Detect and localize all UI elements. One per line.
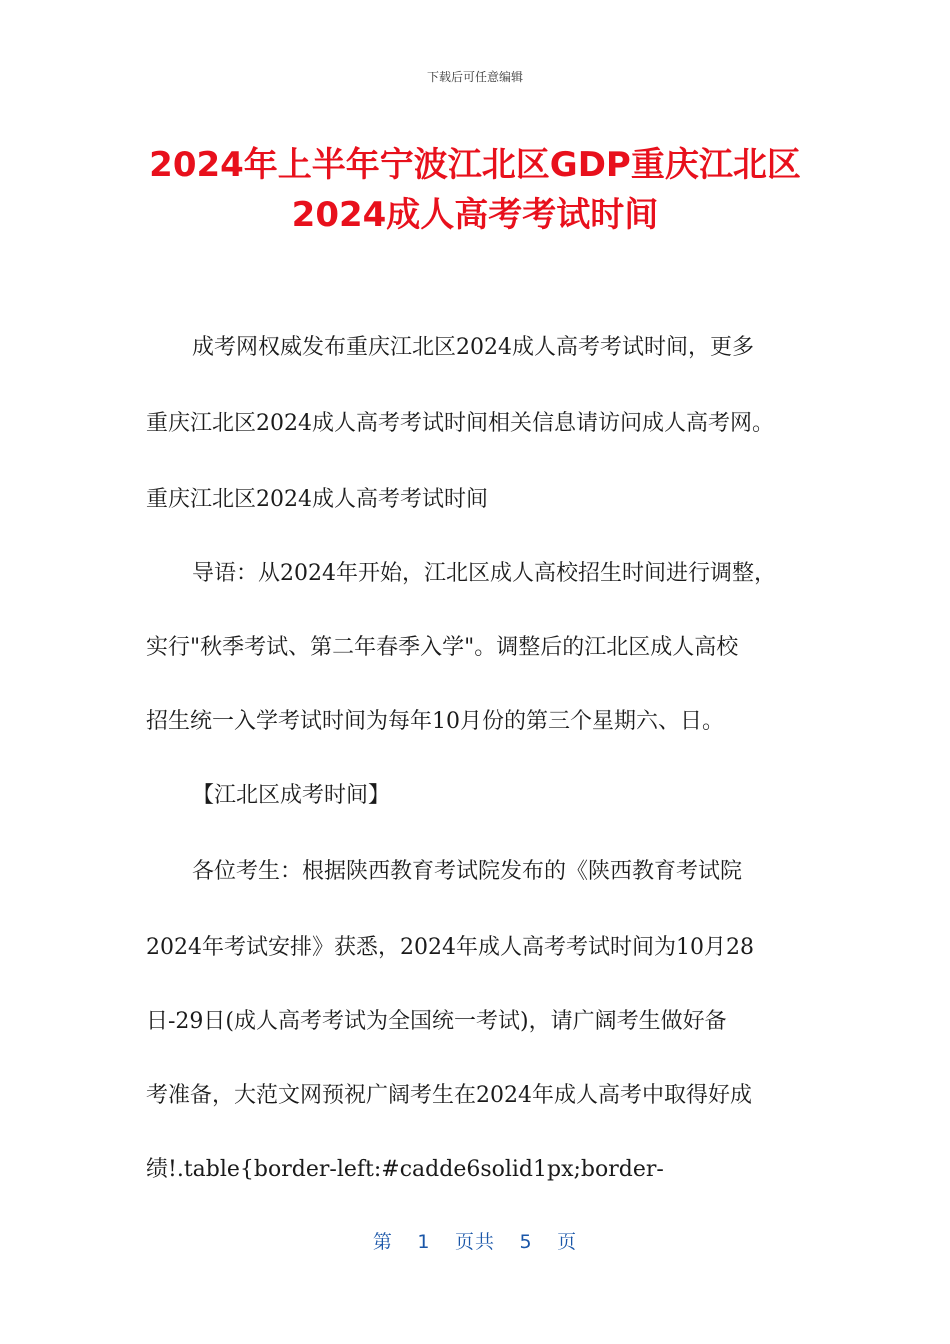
- paragraph-line-1: 成考网权威发布重庆江北区2024成人高考考试时间，更多: [192, 335, 754, 360]
- footer-middle: 页共: [454, 1231, 495, 1253]
- page-footer: [0, 1227, 950, 1254]
- paragraph-line-10: 日-29日(成人高考考试为全国统一考试)，请广阔考生做好备: [146, 1009, 727, 1034]
- footer-suffix: 页: [557, 1231, 578, 1253]
- footer-total-pages: 5: [519, 1231, 533, 1253]
- paragraph-line-4: 导语：从2024年开始，江北区成人高校招生时间进行调整，: [192, 561, 776, 586]
- document-title: [60, 140, 890, 240]
- paragraph-line-9: 2024年考试安排》获悉，2024年成人高考考试时间为10月28: [146, 935, 754, 960]
- paragraph-line-11: 考准备，大范文网预祝广阔考生在2024年成人高考中取得好成: [146, 1083, 752, 1108]
- paragraph-line-3: 重庆江北区2024成人高考考试时间: [146, 487, 488, 512]
- paragraph-line-5: 实行"秋季考试、第二年春季入学"。调整后的江北区成人高校: [146, 635, 739, 660]
- paragraph-line-2: 重庆江北区2024成人高考考试时间相关信息请访问成人高考网。: [146, 411, 774, 436]
- footer-page-number: 1: [417, 1231, 431, 1253]
- title-line-2: 2024成人高考考试时间: [291, 195, 659, 235]
- header-note: 下载后可任意编辑: [426, 70, 523, 84]
- title-line-1: 2024年上半年宁波江北区GDP重庆江北区: [149, 145, 801, 185]
- paragraph-line-6: 招生统一入学考试时间为每年10月份的第三个星期六、日。: [146, 709, 724, 734]
- paragraph-line-8: 各位考生：根据陕西教育考试院发布的《陕西教育考试院: [192, 859, 743, 884]
- footer-prefix: 第: [372, 1231, 393, 1253]
- paragraph-line-12: 绩!.table{border-left:#cadde6solid1px;border-: [146, 1157, 664, 1182]
- section-heading: 【江北区成考时间】: [192, 783, 391, 808]
